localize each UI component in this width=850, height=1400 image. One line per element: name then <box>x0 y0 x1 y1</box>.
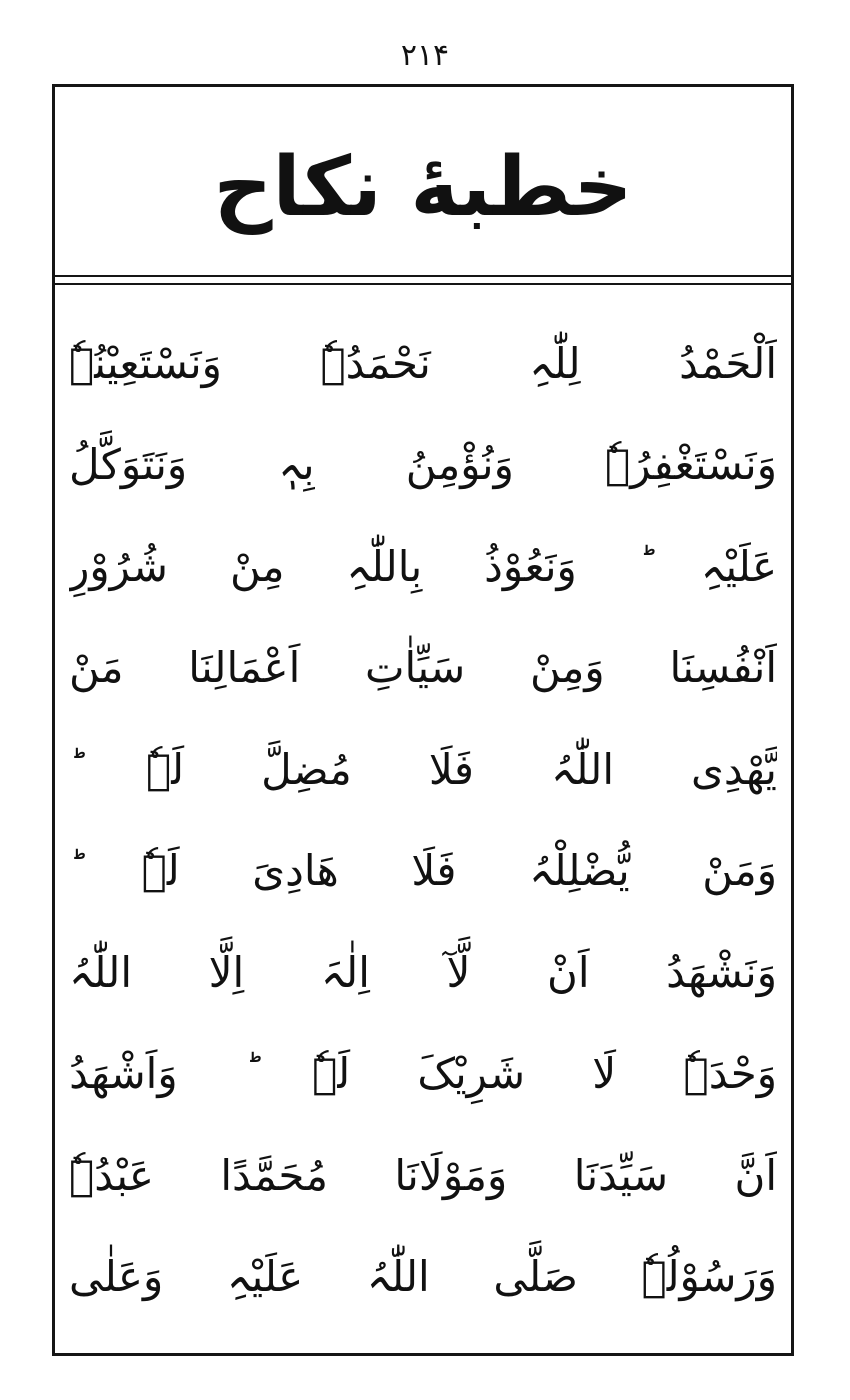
text-word: وَحْدَہٗ <box>683 1049 777 1099</box>
title-divider-upper <box>55 275 791 277</box>
text-word: بِہٖ <box>278 440 315 490</box>
text-word: لَہٗ <box>141 846 180 896</box>
text-word: وَنَتَوَکَّلُ <box>69 440 188 490</box>
text-word: فَلَا <box>411 846 457 896</box>
text-word: عَبْدُہٗ <box>69 1150 154 1200</box>
text-line <box>69 922 777 1024</box>
text-word: اَنَّ <box>734 1150 777 1200</box>
text-word: اِلٰہَ <box>320 947 370 997</box>
text-word: لِلّٰہِ <box>529 338 581 388</box>
text-word: اللّٰہُ <box>551 744 614 794</box>
page-frame <box>52 84 794 1356</box>
text-word: شَرِیْکَ <box>417 1049 526 1099</box>
text-line <box>69 1227 777 1329</box>
text-word: سَیِّدَنَا <box>573 1150 669 1200</box>
text-word: اَنْ <box>547 947 590 997</box>
text-word: اَنْفُسِنَا <box>669 643 777 693</box>
text-word: شُرُوْرِ <box>69 541 168 591</box>
text-word: وَنَشْھَدُ <box>666 947 777 997</box>
text-word: فَلَا <box>428 744 474 794</box>
text-word: مُضِلَّ <box>261 744 352 794</box>
text-word: مَنْ <box>69 643 124 693</box>
text-line <box>69 618 777 720</box>
text-word: اَعْمَالِنَا <box>188 643 301 693</box>
text-line <box>69 821 777 923</box>
page-title: خطبهٔ نکاح <box>213 140 633 235</box>
title-box <box>55 87 791 273</box>
text-word: اللّٰہُ <box>69 947 132 997</box>
text-word: وَنُؤْمِنُ <box>405 440 514 490</box>
text-word: بِاللّٰہِ <box>346 541 423 591</box>
text-word: صَلَّی <box>493 1252 578 1302</box>
text-word: اللّٰہُ <box>366 1252 430 1302</box>
text-word: سَیِّاٰتِ <box>365 643 466 693</box>
text-word: اَلْحَمْدُ <box>679 338 777 388</box>
text-word: وَعَلٰی <box>69 1252 164 1302</box>
text-word: مِنْ <box>229 541 285 591</box>
text-line <box>69 516 777 618</box>
sermon-text <box>69 313 777 1328</box>
text-word: اِلَّا <box>208 947 245 997</box>
text-word: وَنَسْتَغْفِرُہٗ <box>605 440 777 490</box>
text-word: وَنَعُوْذُ <box>484 541 577 591</box>
text-line <box>69 313 777 415</box>
text-word: عَلَیْہِ <box>226 1252 304 1302</box>
text-word: لَہٗ <box>312 1049 351 1099</box>
text-word: لَّآ <box>446 947 471 997</box>
title-divider-lower <box>55 283 791 285</box>
text-word: وَاَشْھَدُ <box>69 1049 178 1099</box>
text-word: ھَادِیَ <box>252 846 339 896</box>
text-line <box>69 1024 777 1126</box>
text-word: وَرَسُوْلُہٗ <box>641 1252 777 1302</box>
text-line <box>69 719 777 821</box>
text-word: یَّھْدِی <box>691 744 777 794</box>
text-word: لَا <box>592 1049 617 1099</box>
page-number: ۲۱۴ <box>400 38 450 73</box>
text-word: نَحْمَدُہٗ <box>320 338 431 388</box>
text-line <box>69 1125 777 1227</box>
text-word: وَمَوْلَانَا <box>394 1150 508 1200</box>
text-word: یُّضْلِلْہُ <box>529 846 630 896</box>
text-word: عَلَیْہِ <box>700 541 777 591</box>
text-word: وَنَسْتَعِیْنُہٗ <box>69 338 222 388</box>
text-line <box>69 415 777 517</box>
text-word: لَہٗ <box>146 744 185 794</box>
text-word: وَمَنْ <box>702 846 777 896</box>
text-word: مُحَمَّدًا <box>220 1150 328 1200</box>
text-word: وَمِنْ <box>529 643 605 693</box>
